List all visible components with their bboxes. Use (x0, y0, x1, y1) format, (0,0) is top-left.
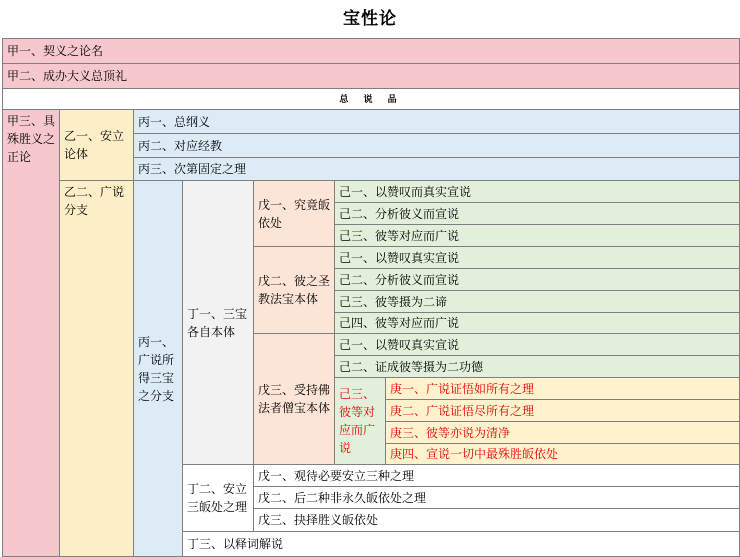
ji-w3-1: 己一、以赞叹真实宣说 (334, 333, 740, 356)
page-title: 宝性论 (343, 9, 397, 29)
geng3-cell: 庚三、彼等亦说为清净 (385, 421, 740, 444)
ji-w2-4: 己四、彼等对应而广说 (334, 312, 740, 334)
ji-w1-2: 己二、分析彼义而宣说 (334, 202, 740, 225)
ding1-cell: 丁一、三宝各自本体 (182, 180, 254, 465)
ding3-cell: 丁三、以释词解说 (182, 531, 740, 557)
wu1-cell: 戊一、究竟皈依处 (253, 180, 335, 247)
geng2-cell: 庚二、广说证悟尽所有之理 (385, 399, 740, 422)
wu-d2-1: 戊一、观待必要安立三种之理 (253, 464, 740, 487)
wu-d2-2: 戊二、后二种非永久皈依处之理 (253, 486, 740, 509)
section-heading: 总 说 品 (2, 88, 740, 110)
ji-w1-1: 己一、以赞叹而真实宣说 (334, 180, 740, 203)
jia3-cell: 甲三、具殊胜义之正论 (2, 109, 60, 557)
geng4-cell: 庚四、宣说一切中最殊胜皈依处 (385, 443, 740, 465)
jia1-cell: 甲一、契义之论名 (2, 38, 740, 64)
ding2-cell: 丁二、安立三皈处之理 (182, 464, 254, 532)
wu-d2-3: 戊三、抉择胜义皈依处 (253, 508, 740, 532)
yi1-cell: 乙一、安立论体 (59, 109, 134, 181)
ji-w2-3: 己三、彼等摄为二谛 (334, 290, 740, 313)
bing-broad-cell: 丙一、广说所得三宝之分支 (133, 180, 183, 557)
wu3-cell: 戊三、受持佛法者僧宝本体 (253, 333, 335, 465)
ji-w2-2: 己二、分析彼义而宣说 (334, 268, 740, 291)
ji-w3-2: 己二、证成彼等摄为二功德 (334, 355, 740, 378)
yi2-cell: 乙二、广说分支 (59, 180, 134, 557)
jia2-cell: 甲二、成办大义总顶礼 (2, 63, 740, 89)
wu2-cell: 戊二、彼之圣教法宝本体 (253, 246, 335, 334)
bing2-cell: 丙二、对应经教 (133, 133, 740, 158)
ji-w3-3: 己三、彼等对应而广说 (334, 377, 386, 465)
ji-w2-1: 己一、以赞叹真实宣说 (334, 246, 740, 269)
geng1-cell: 庚一、广说证悟如所有之理 (385, 377, 740, 400)
ji-w1-3: 己三、彼等对应而广说 (334, 224, 740, 247)
bing1-cell: 丙一、总纲义 (133, 109, 740, 134)
bing3-cell: 丙三、次第固定之理 (133, 157, 740, 181)
